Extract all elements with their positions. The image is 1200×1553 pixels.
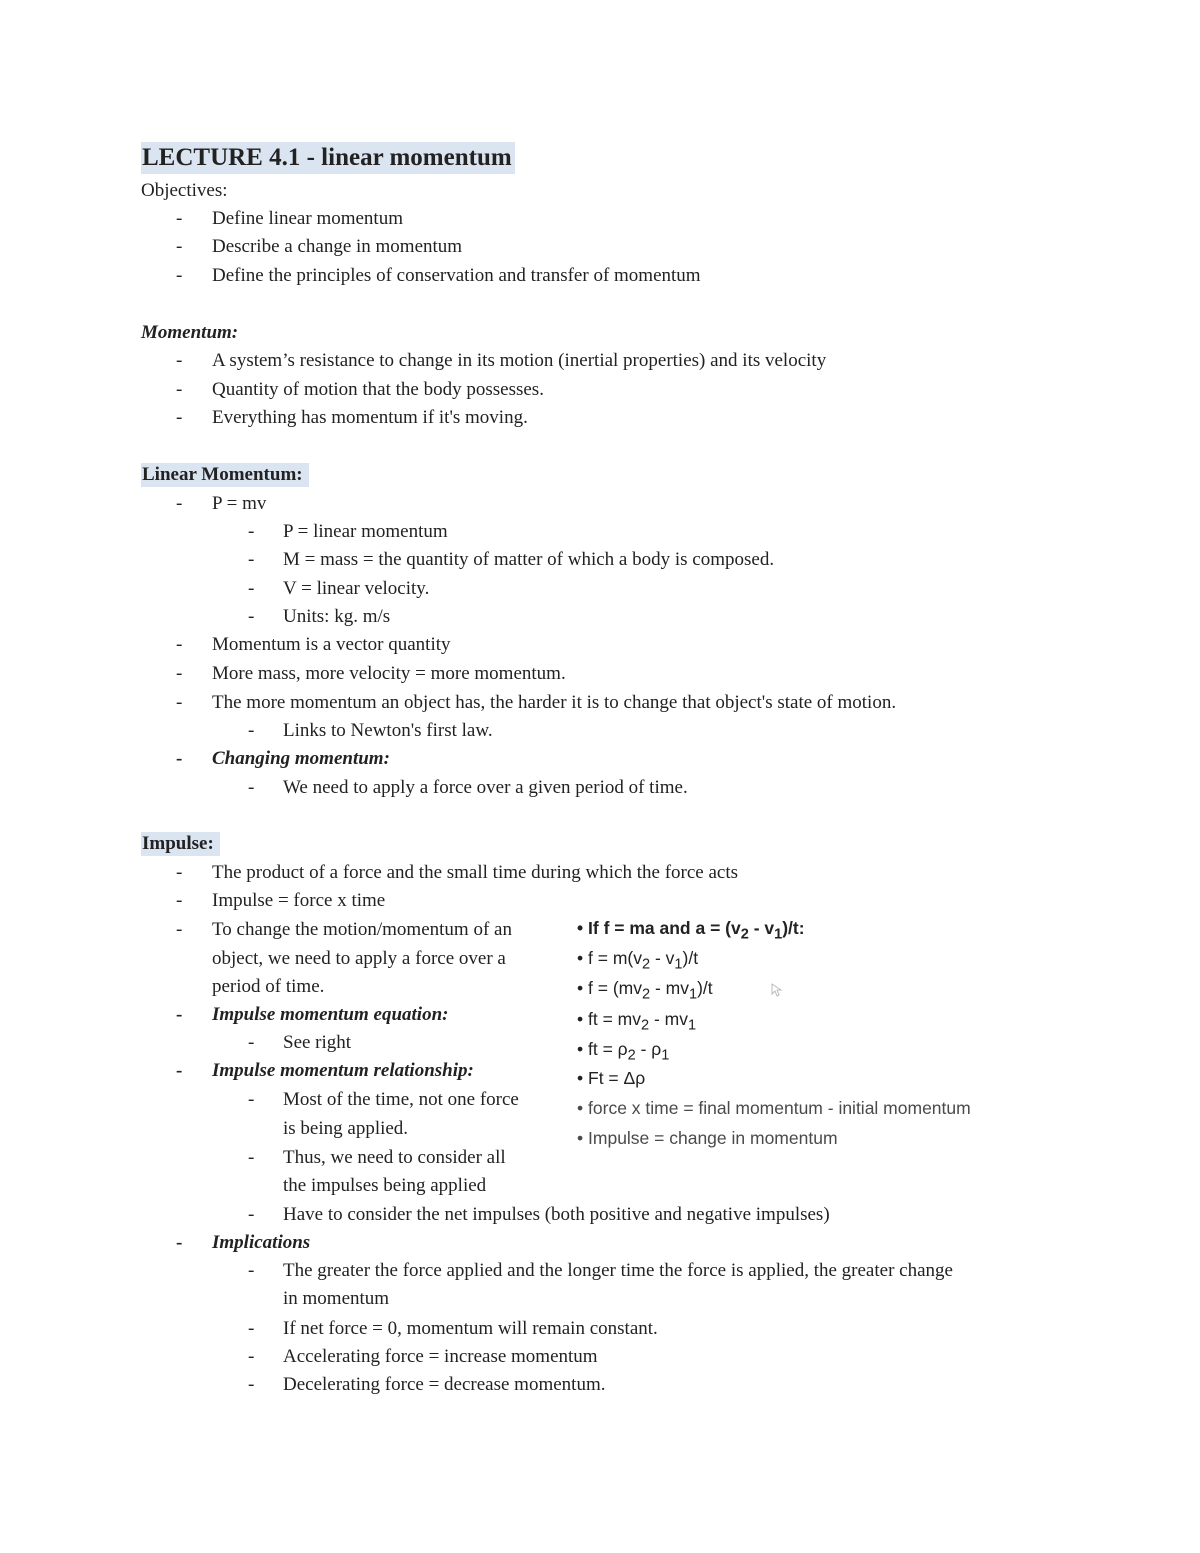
list-dash: - xyxy=(248,1318,255,1339)
list-item: Everything has momentum if it's moving. xyxy=(212,407,528,428)
list-dash: - xyxy=(248,1374,255,1395)
objectives-heading: Objectives: xyxy=(141,180,228,201)
list-dash: - xyxy=(176,265,183,286)
list-item: Accelerating force = increase momentum xyxy=(283,1346,598,1367)
linear-momentum-heading: Linear Momentum: xyxy=(141,463,309,487)
list-dash: - xyxy=(248,1346,255,1367)
list-dash: - xyxy=(248,549,255,570)
momentum-heading: Momentum: xyxy=(141,322,239,343)
list-item: To change the motion/momentum of an xyxy=(212,919,512,940)
list-dash: - xyxy=(176,748,183,769)
equation-line: • ft = $mv_2 - mv_1$ xyxy=(577,1009,697,1034)
list-dash: - xyxy=(176,407,183,428)
list-dash: - xyxy=(176,634,183,655)
equation-line: • ft = $\rho_2 - \rho_1$ xyxy=(577,1039,670,1064)
list-item: We need to apply a force over a given period of time. xyxy=(283,777,688,798)
list-item: A system’s resistance to change in its motion (inertial properties) and its velocity xyxy=(212,350,827,371)
list-dash: - xyxy=(176,236,183,257)
implications-heading: Implications xyxy=(212,1232,311,1253)
equation-line: • force x time = final momentum - initial momentum xyxy=(577,1098,971,1118)
equation-line: • $f = m(v_2 - v_1)/t$ xyxy=(577,948,699,973)
list-dash: - xyxy=(176,1232,183,1253)
list-item: The greater the force applied and the longer time the force is applied, the greater change xyxy=(283,1260,953,1281)
list-item-continuation: in momentum xyxy=(283,1288,390,1309)
list-dash: - xyxy=(248,777,255,798)
impulse-heading: Impulse: xyxy=(141,832,220,856)
list-item: Define the principles of conservation and transfer of momentum xyxy=(212,265,701,286)
list-item-continuation: the impulses being applied xyxy=(283,1175,487,1196)
list-item: Decelerating force = decrease momentum. xyxy=(283,1374,606,1395)
mouse-cursor-icon xyxy=(771,983,783,997)
list-dash: - xyxy=(176,1004,183,1025)
list-item: The product of a force and the small time during which the force acts xyxy=(212,862,738,883)
list-item: Have to consider the net impulses (both positive and negative impulses) xyxy=(283,1204,830,1225)
list-item: Units: kg. m/s xyxy=(283,606,391,627)
list-dash: - xyxy=(248,1260,255,1281)
equation-line: • If f = ma and $a = (v_2 - v_1)/t$: xyxy=(577,918,805,943)
list-item: M = mass = the quantity of matter of which a body is composed. xyxy=(283,549,775,570)
list-dash: - xyxy=(176,1060,183,1081)
list-dash: - xyxy=(176,919,183,940)
list-dash: - xyxy=(248,521,255,542)
list-item: Describe a change in momentum xyxy=(212,236,463,257)
list-item: More mass, more velocity = more momentum. xyxy=(212,663,566,684)
equation-line: • Impulse = change in momentum xyxy=(577,1128,838,1148)
list-dash: - xyxy=(176,890,183,911)
list-dash: - xyxy=(176,350,183,371)
list-item: Momentum is a vector quantity xyxy=(212,634,451,655)
list-dash: - xyxy=(248,720,255,741)
list-item: See right xyxy=(283,1032,352,1053)
list-item: Most of the time, not one force xyxy=(283,1089,519,1110)
list-item: V = linear velocity. xyxy=(283,578,430,599)
list-item: Impulse = force x time xyxy=(212,890,386,911)
list-item: Thus, we need to consider all xyxy=(283,1147,506,1168)
equation-line: • $f = (mv_2 - mv_1)/t$ xyxy=(577,978,713,1003)
list-dash: - xyxy=(176,379,183,400)
list-dash: - xyxy=(248,1204,255,1225)
list-dash: - xyxy=(176,208,183,229)
list-item: Define linear momentum xyxy=(212,208,403,229)
page-title: LECTURE 4.1 - linear momentum xyxy=(141,142,515,174)
list-dash: - xyxy=(248,606,255,627)
list-dash: - xyxy=(248,578,255,599)
impulse-equation-heading: Impulse momentum equation: xyxy=(212,1004,449,1025)
list-dash: - xyxy=(248,1147,255,1168)
list-dash: - xyxy=(176,862,183,883)
list-item-continuation: object, we need to apply a force over a xyxy=(212,948,506,969)
list-dash: - xyxy=(248,1032,255,1053)
list-dash: - xyxy=(248,1089,255,1110)
list-item-continuation: is being applied. xyxy=(283,1118,409,1139)
list-item: Links to Newton's first law. xyxy=(283,720,493,741)
list-dash: - xyxy=(176,663,183,684)
list-dash: - xyxy=(176,493,183,514)
equation-line: • Ft = Δρ xyxy=(577,1068,646,1088)
list-dash: - xyxy=(176,692,183,713)
impulse-relationship-heading: Impulse momentum relationship: xyxy=(212,1060,474,1081)
list-item: Quantity of motion that the body possesses. xyxy=(212,379,544,400)
list-item: P = mv xyxy=(212,493,267,514)
list-item-continuation: period of time. xyxy=(212,976,325,997)
list-item: If net force = 0, momentum will remain constant. xyxy=(283,1318,658,1339)
list-item: P = linear momentum xyxy=(283,521,448,542)
changing-momentum-heading: Changing momentum: xyxy=(212,748,390,769)
list-item: The more momentum an object has, the harder it is to change that object's state of motion. xyxy=(212,692,897,713)
